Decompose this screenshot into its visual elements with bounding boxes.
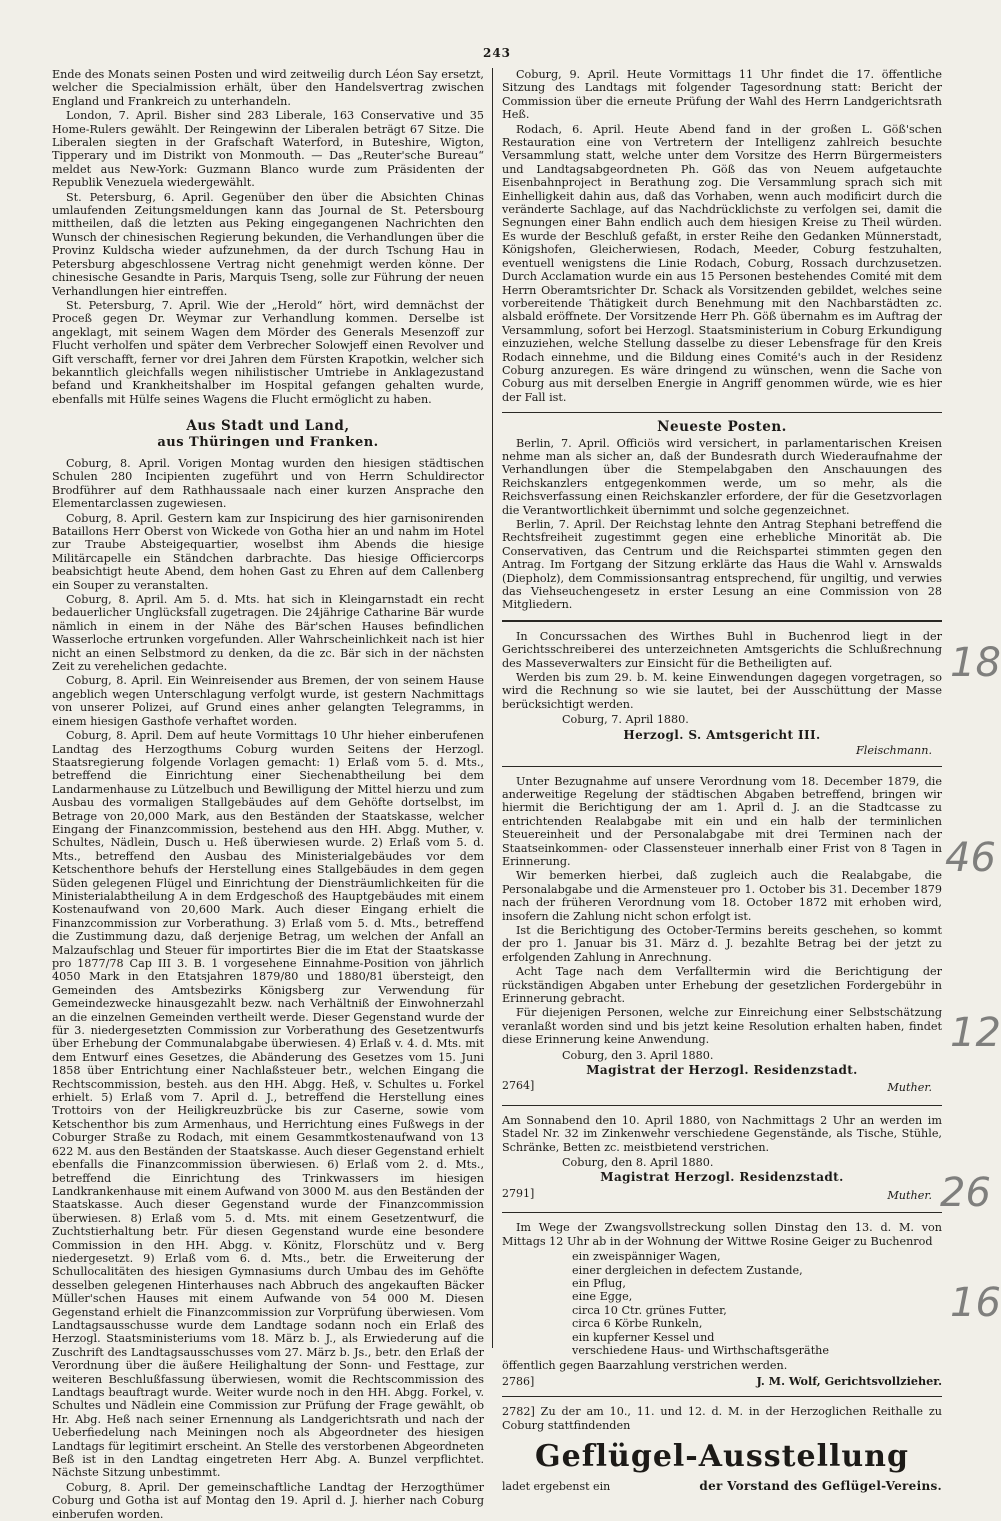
notice-text: 2782] Zu der am 10., 11. und 12. d. M. in der Herzoglichen Reithalle zu Coburg stattfindenden	[502, 1405, 942, 1432]
exhibition-title: Geflügel-Ausstellung	[535, 1438, 909, 1474]
divider	[502, 1396, 942, 1397]
article-paragraph: Coburg, 9. April. Heute Vormittags 11 Uhr findet die 17. öffentliche Sitzung des Landtags mit folgender Tagesordnung statt: Bericht der Commission über die erneute Prüfung der Wahl des Herrn Landgerichtsrath Heß.	[502, 68, 942, 122]
notice-date: Coburg, 7. April 1880.	[562, 713, 689, 727]
local-news-paragraph: Coburg, 8. April. Dem auf heute Vormittags 10 Uhr hieher einberufenen Landtag des Herzogthums Coburg wurden Seitens der Herzogl. Staatsregierung folgende Vorlagen gemacht: 1) Erlaß vom 5. d. Mts., betreffend die Einrichtung einer Siechenabtheilung bei dem Landarmenhause zu Lützelbuch und Bewilligung der Mittel hierzu und zum Ausbau des vormaligen Stallgebäudes auf dem Gehöfte dortselbst, im Betrage von 20,000 Mark, aus den Beständen der Staatskasse, welcher Eingang der Finanzcommission, bestehend aus den HH. Abgg. Muther, v. Schultes, Nädlein, Dusch u. Heß überwiesen wurde. 2) Erlaß vom 5. d. Mts., betreffend den Ausbau des Ministerialgebäudes vor dem Ketschenthore behufs der Herstellung eines Stallgebäudes in dem gegen Süden gelegenen Flügel und Einrichtung der Diensträumlichkeiten für die Ministerialabtheilung A in dem Erdgeschoß des Hauptgebäudes mit einem Kostenaufwand von 20,600 Mark. Auch dieser Eingang erhielt die Finanzcommission zur Vorberathung. 3) Erlaß vom 5. d. Mts., betreffend die Zustimmung dazu, daß derjenige Betrag, um welchen der Anfall an Malzaufschlag und Steuer für importirtes Bier die im Etat der Staatskasse pro 1877/78 Cap III 3. B. 1 vorgesehene Einnahme-Position von jährlich 4050 Mark in den Etatsjahren 1879/80 und 1880/81 übersteigt, den Gemeinden des Amtsbezirks Königsberg zur Verwendung für Gemeindezwecke hinausgezahlt bezw. nach Verhältniß der Einwohnerzahl an die einzelnen Gemeinden vertheilt werde. Dieser Gegenstand wurde der für 3. niedergesetzten Commission zur Vorberathung des Gesetzentwurfs über Erhebung der Communalabgabe überwiesen. 4) Erlaß v. 4. d. Mts. mit dem Entwurf eines Gesetzes, die Abänderung des Gesetzes vom 15. Juni 1858 über Entrichtung einer Nachlaßsteuer betr., welchen Eingang die Rechtscommission, besteh. aus den HH. Abgg. Heß, v. Schultes u. Forkel erhielt. 5) Erlaß vom 7. April d. J., betreffend die Herstellung eines Trottoirs von der Heiligkreuzbrücke bis zur Caserne, sowie vom Ketschenthor bis zum Armenhaus, und Herrichtung eines Fußwegs in der Coburger Straße zu Rodach, mit einem Gesammtkostenaufwand von 13 622 M. aus den Beständen der Staatskasse. Auch dieser Gegenstand erhielt ebenfalls die Finanzcommission überwiesen. 6) Erlaß vom 2. d. Mts., betreffend die Einrichtung des Trinkwassers im hiesigen Landkrankenhause mit einem Aufwand von 3000 M. aus den Beständen der Staatskasse. Auch dieser Gegenstand wurde der Finanzcommission überwiesen. 8) Erlaß vom 5. d. Mts. mit einem Gesetzentwurf, die Zuchtstierhaltung betr. Für diesen Gegenstand wurde eine besondere Commission in den HH. Abgg. v. Könitz, Florschütz und v. Berg niedergesetzt. 9) Erlaß vom 6. d. Mts., betr. die Erweiterung der Schullocalitäten des hiesigen Gymnasiums durch Umbau des im Gehöfte desselben gelegenen Hinterhauses nach Abbruch des angekauften Bäcker Müller'schen Hauses mit einem Aufwande von 54 000 M. Diesen Gegenstand erhielt die Finanzcommission zur Vorprüfung überwiesen. Vom Landtagsausschusse wurde dem Landtage sodann noch ein Erlaß des Herzogl. Staatsministeriums vom 18. März b. J., als Erwiederung auf die Zuschrift des Landtagsausschusses vom 27. März b. Js., betr. den Erlaß der Verordnung über die äußere Heilighaltung der Sonn- und Festtage, zur weiteren Beschlußfassung überwiesen, womit die Rechtscommission des Landtags beauftragt wurde. Weiter wurde noch in den HH. Abgg. Forkel, v. Schultes und Nädlein eine Commission zur Prüfung der Frage gewählt, ob Hr. Abg. Heß nach seiner Ernennung als Landgerichtsrath und nach der Ueberfiedelung nach Meiningen noch als Abgeordneter des hiesigen Landtags für legitimirt erscheint. An Stelle des verstorbenen Abgeordneten Beß ist in den Landtag eingetreten Herr Abg. A. Bunzel verpflichtet. Nächste Sitzung unbestimmt.	[52, 729, 484, 1480]
list-item: ein zweispänniger Wagen,	[572, 1250, 721, 1264]
notice-text: In Concurssachen des Wirthes Buhl in Buchenrod liegt in der Gerichtsschreiberei des unterzeichneten Amtsgerichts die Schlußrechnung des Masseverwalters zur Einsicht für die Betheiligten auf.	[502, 629, 942, 670]
list-item: ein kupferner Kessel und	[572, 1330, 715, 1344]
notice-text: Wir bemerken hierbei, daß zugleich auch die Realabgabe, die Personalabgabe und die Armensteuer pro 1. October bis 31. December 1879 nach der früheren Verordnung vom 18. October 1872 mit erhoben wird, insofern die Zahlung nicht schon erfolgt ist.	[502, 869, 942, 923]
local-news-paragraph: Coburg, 8. April. Am 5. d. Mts. hat sich in Kleingarnstadt ein recht bedauerlicher Unglücksfall zugetragen. Die 24jährige Catharine Bär wurde nämlich in einem in der Nähe des Bär'schen Hauses befindlichen Wasserloche ertrunken vorgefunden. Aller Wahrscheinlichkeit nach ist hier nicht an einen Selbstmord zu denken, da die zc. Bär sich in der nächsten Zeit zu verehelichen gedachte.	[52, 593, 484, 674]
notice-text: Unter Bezugnahme auf unsere Verordnung vom 18. December 1879, die anderweitige Regelung der städtischen Abgaben betreffend, bringen wir hiermit die Berichtigung der am 1. April d. J. an die Stadtcasse zu entrichtenden Realabgabe mit ein und ein halb der terminlichen Steuereinheit und der Personalabgabe mit drei Terminen nach der Staatseinkommen- oder Classensteuer innerhalb einer Frist von 8 Tagen in Erinnerung.	[502, 774, 942, 868]
list-item: einer dergleichen in defectem Zustande,	[572, 1263, 803, 1277]
notice-exhibition	[502, 1405, 942, 1493]
list-item: eine Egge,	[572, 1290, 633, 1304]
page-number: 243	[482, 46, 512, 60]
notice-foreclosure	[502, 1221, 942, 1388]
margin-mark: 18	[950, 640, 1001, 686]
notice-text: Am Sonnabend den 10. April 1880, von Nachmittags 2 Uhr an werden im Stadel Nr. 32 im Zinkenwehr verschiedene Gegenstände, als Tische, Stühle, Schränke, Betten zc. meistbietend verstrichen.	[502, 1113, 942, 1154]
notice-ref-number: 2786]	[502, 1374, 535, 1388]
notice-text: Im Wege der Zwangsvollstreckung sollen Dinstag den 13. d. M. von Mittags 12 Uhr ab in der Wohnung der Wittwe Rosine Geiger zu Buchenrod	[502, 1221, 942, 1248]
divider	[502, 1212, 942, 1213]
notice-authority: Magistrat Herzogl. Residenzstadt.	[600, 1170, 844, 1185]
divider	[502, 412, 942, 413]
newspaper-page	[52, 34, 942, 1521]
right-column	[502, 68, 942, 1493]
item-list	[502, 1250, 942, 1357]
article-paragraph: Rodach, 6. April. Heute Abend fand in der großen L. Göß'schen Restauration eine von Vertretern der Intelligenz zahlreich besuchte Versammlung statt, welche unter dem Vorsitze des Herrn Bürgermeisters und Landtagsabgeordneten Ph. Göß das von Neuem aufgetauchte Eisenbahnproject in Berathung zog. Die Versammlung sprach sich mit Einhelligkeit dahin aus, daß das Vorhaben, wenn auch modificirt durch die veränderte Sachlage, auf das Nachdrücklichste zu verfolgen sei, damit die Segnungen einer Bahn endlich auch dem hiesigen Kreise zu Theil würden. Es wurde der Beschluß gefaßt, in erster Reihe den Gedanken Münnerstadt, Königshofen, Gleicherwiesen, Rodach, Meeder, Coburg festzuhalten, eventuell wenigstens die Linie Rodach, Coburg, Rossach durchzusetzen. Durch Acclamation wurde ein aus 15 Personen bestehendes Comité mit dem Herrn Oberamtsrichter Dr. Schack als Vorsitzenden gebildet, welches seine vorbereitende Thätigkeit durch Benehmung mit den Nachbarstädten zc. alsbald eröffnete. Der Vorsitzende Herr Ph. Göß übernahm es im Auftrag der Versammlung, sofort bei Herzogl. Staatsministerium in Coburg Erkundigung einzuziehen, welche Stellung dasselbe zu dieser Lebensfrage für den Kreis Rodach einnehme, und die Bildung eines Comité's auch in der Residenz Coburg anzuregen. Es wäre dringend zu wünschen, wenn die Sache von Coburg aus mit derselben Energie in Angriff genommen würde, wie es hier der Fall ist.	[502, 122, 942, 404]
list-item: circa 10 Ctr. grünes Futter,	[572, 1303, 727, 1317]
notice-tax	[502, 775, 942, 1097]
exhibition-organizer: der Vorstand des Geflügel-Vereins.	[699, 1478, 942, 1493]
notice-ref-number: 2764]	[502, 1079, 535, 1093]
divider	[502, 620, 942, 622]
list-item: ein Pflug,	[572, 1276, 626, 1290]
margin-mark: 12	[950, 1010, 1001, 1056]
news-heading: Neueste Posten.	[657, 419, 787, 436]
margin-mark: 46	[945, 835, 996, 881]
notice-date: Coburg, den 8. April 1880.	[562, 1156, 714, 1170]
notice-text: Für diejenigen Personen, welche zur Einreichung einer Selbstschätzung veranlaßt worden sind und bis jetzt keine Resolution erhalten haben, findet diese Erinnerung keine Anwendung.	[502, 1006, 942, 1047]
local-news-paragraph: Coburg, 8. April. Gestern kam zur Inspicirung des hier garnisonirenden Bataillons Herr Oberst von Wickede von Gotha hier an und nahm im Hotel zur Traube Absteigequartier, woselbst ihm Abends die hiesige Militärcapelle ein Ständchen darbrachte. Das hiesige Officiercorps beabsichtigt heute Abend, dem hohen Gast zu Ehren auf dem Callenberg ein Souper zu veranstalten.	[52, 511, 484, 592]
local-news-paragraph: Coburg, 8. April. Der gemeinschaftliche Landtag der Herzogthümer Coburg und Gotha ist auf Montag den 19. April d. J. hierher nach Coburg einberufen worden.	[52, 1480, 484, 1521]
article-paragraph: Ende des Monats seinen Posten und wird zeitweilig durch Léon Say ersetzt, welcher die Specialmission erhält, über den Handelsvertrag zwischen England und Frankreich zu unterhandeln.	[52, 68, 484, 108]
notice-ref-number: 2791]	[502, 1186, 535, 1200]
list-item: circa 6 Körbe Runkeln,	[572, 1317, 703, 1331]
article-paragraph: St. Petersburg, 6. April. Gegenüber den über die Absichten Chinas umlaufenden Zeitungsmeldungen kann das Journal de St. Petersbourg mittheilen, daß die letzten aus Peking eingegangenen Nachrichten den Wunsch der chinesischen Regierung bekunden, die Verhandlungen über die Provinz Kuldscha wieder aufzunehmen, da der durch Tschung Hau in Petersburg abgeschlossene Vertrag nicht genehmigt werden könne. Der chinesische Gesandte in Paris, Marquis Tseng, solle zur Führung der neuen Verhandlungen hier eintreffen.	[52, 190, 484, 298]
section-subheading: aus Thüringen und Franken.	[157, 434, 379, 450]
divider	[502, 1105, 942, 1106]
notice-signer: Muther.	[887, 1081, 932, 1095]
notice-signer: J. M. Wolf, Gerichtsvollzieher.	[756, 1373, 942, 1388]
news-paragraph: Berlin, 7. April. Officiös wird versichert, in parlamentarischen Kreisen nehme man als sicher an, daß der Bundesrath durch Wiederaufnahme der Verhandlungen über die Stempelabgaben den Anschauungen des Reichskanzlers entgegenkommen werde, um so mehr, als die Reichsverfassung einen Reichskanzler erfordere, der für die Gesetzvorlagen die Verantwortlichkeit übernimmt und solche gegenzeichnet.	[502, 436, 942, 517]
notice-concurs	[502, 630, 942, 758]
local-news-paragraph: Coburg, 8. April. Vorigen Montag wurden den hiesigen städtischen Schulen 280 Incipienten zugeführt und von Herrn Schuldirector Brodführer auf dem Rathhaussaale nach einer kurzen Ansprache den Elementarclassen zugewiesen.	[52, 456, 484, 511]
notice-signer: Muther.	[887, 1188, 932, 1202]
notice-signer: Fleischmann.	[856, 744, 932, 758]
notice-text: öffentlich gegen Baarzahlung verstrichen werden.	[502, 1359, 788, 1373]
left-column	[52, 68, 484, 1521]
notice-text: Acht Tage nach dem Verfalltermin wird die Berichtigung der rückständigen Abgaben unter Erhebung der gesetzlichen Fordergebühr in Erinnerung gebracht.	[502, 965, 942, 1005]
list-item: verschiedene Haus- und Wirthschaftsgeräthe	[572, 1343, 830, 1357]
divider	[502, 766, 942, 767]
notice-text: Ist die Berichtigung des October-Termins bereits geschehen, so kommt der pro 1. Januar bis 31. März d. J. bezahlte Betrag bei der jetzt zu erfolgenden Zahlung in Anrechnung.	[502, 923, 942, 964]
notice-text: Werden bis zum 29. b. M. keine Einwendungen dagegen vorgetragen, so wird die Rechnung so wie sie lautet, bei der Ausschüttung der Masse berücksichtigt werden.	[502, 671, 942, 711]
column-divider	[492, 68, 493, 1348]
margin-mark: 26	[940, 1170, 991, 1216]
article-paragraph: St. Petersburg, 7. April. Wie der „Herold“ hört, wird demnächst der Proceß gegen Dr. Weymar zur Verhandlung kommen. Derselbe ist angeklagt, mit seinem Wagen dem Mörder des Generals Mesenzoff zur Flucht verholfen und später dem Verbrecher Solowjeff einen Revolver und Gift verschafft, ferner vor drei Jahren dem Fürsten Krapotkin, welcher sich bekanntlich gleichfalls wegen nihilistischer Umtriebe in Anklagezustand befand und Krankheitshalber im Hospital gefangen gehalten wurde, ebenfalls mit Hülfe seines Wagens die Flucht ermöglicht zu haben.	[52, 298, 484, 406]
notice-auction	[502, 1114, 942, 1204]
margin-mark: 16	[950, 1280, 1001, 1326]
exhibition-invite: ladet ergebenst ein	[502, 1479, 611, 1493]
notice-authority: Herzogl. S. Amtsgericht III.	[623, 727, 821, 742]
article-paragraph: London, 7. April. Bisher sind 283 Liberale, 163 Conservative und 35 Home-Rulers gewählt. Der Reingewinn der Liberalen beträgt 67 Sitze. Die Liberalen siegten in der Grafschaft Waterford, in Buteshire, Wigton, Tipperary und im Distrikt von Monmouth. — Das „Reuter'sche Bureau“ meldet aus New-York: Guzmann Blanco wurde zum Präsidenten der Republik Venezuela wiedergewählt.	[52, 109, 484, 190]
news-paragraph: Berlin, 7. April. Der Reichstag lehnte den Antrag Stephani betreffend die Rechtsfreiheit zugestimmt gegen eine erhebliche Minorität ab. Die Conservativen, das Centrum und die Reichspartei stimmten gegen den Antrag. Im Fortgang der Sitzung erklärte das Haus die Wahl v. Arnswalds (Diepholz), dem Commissionsantrag entsprechend, für ungiltig, und verwies das Viehseuchengesetz in erster Lesung an eine Commission von 28 Mitgliedern.	[502, 518, 942, 612]
local-news-paragraph: Coburg, 8. April. Ein Weinreisender aus Bremen, der von seinem Hause angeblich wegen Unterschlagung verfolgt wurde, ist gestern Nachmittags von unserer Polizei, auf Grund eines anher gelangten Telegramms, in einem hiesigen Gasthofe verhaftet worden.	[52, 674, 484, 728]
notice-date: Coburg, den 3. April 1880.	[562, 1048, 714, 1062]
section-heading: Aus Stadt und Land,	[186, 418, 350, 435]
notice-authority: Magistrat der Herzogl. Residenzstadt.	[586, 1063, 858, 1078]
